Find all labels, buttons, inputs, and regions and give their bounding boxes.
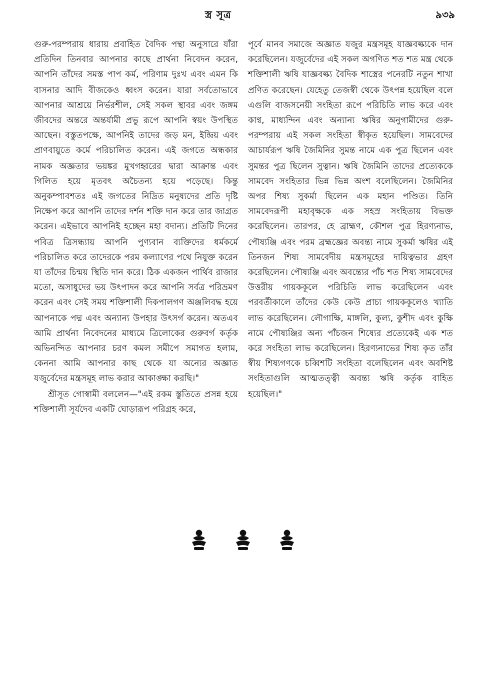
right-column [248, 38, 453, 403]
ornament-icon [233, 528, 253, 552]
left-column [34, 38, 238, 418]
footer-ornaments [0, 528, 485, 552]
ornament-icon [277, 528, 297, 552]
running-title: স্ত্র সূত্র [205, 10, 232, 21]
left-paragraph-1: গুরু-পরম্পরায় ধারায় প্রবাহিত বৈদিক পন্থা অনুসারে যাঁরা প্রতিদিন তিনবার আপনার কাছে প্রার্থনা নিবেদন করেন, আপনি তাঁদের সমস্ত পাপ কর্ম, পরিণাম দুঃখ এবং এমন কি বাসনার আদি বীজকেও ধ্বংস করেন। যারা সর্বতোভাবে আপনার আশ্রয়ে নির্ভরশীল, সেই সকল স্থাবর এবং জঙ্গম জীবদের অন্তরে অন্তর্যামী প্রভু রূপে আপনি স্বয়ং উপস্থিত আছেন। বস্তুতপক্ষে, আপনিই তাদের জড় মন, ইন্দ্রিয় এবং প্রাণবায়ুতে কর্মে পরিচালিত করেন। এই জগতে অন্ধকার নামক অজ্ঞতার ভয়ঙ্কর মুখগহ্বরের দ্বারা আক্রান্ত এবং গিলিত হয়ে মৃতবৎ অচৈতন্য হয়ে পড়েছে। কিন্তু অনুকম্পাবশতঃ এই জগতের নিদ্রিত মনুষ্যদের প্রতি দৃষ্টি নিক্ষেপ করে আপনি তাদের দর্শন শক্তি দান করে তার জাগ্রত করেন। এইভাবে আপনিই হচ্ছেন মহা বদান্য। প্রতিটি দিনের পবিত্র ত্রিসন্ধ্যায় আপনি পুণ্যবান ব্যক্তিদের ধর্মকর্মে পরিচালিত করে তাদেরকে পরম কল্যাণের পথে নিযুক্ত করেন যা তাঁদের চিন্ময় স্থিতি দান করে। ঠিক একজন পার্থিব রাজার মতো, অসাধুদের ভয় উৎপাদন করে আপনি সর্বত্র পরিভ্রমণ করেন এবং সেই সময় শক্তিশালী দিকপালগণ অঞ্জলিবদ্ধ হয়ে আপনাকে পদ্ম এবং অন্যান্য উপহার উৎসর্গ করেন। অতএব আমি প্রার্থনা নিবেদনের মাধ্যমে ত্রিলোকের গুরুবর্গ কর্তৃক অভিনন্দিত আপনার চরণ কমল সমীপে সমাগত হলাম, কেননা আমি আপনার কাছ থেকে যা অন্যের অজ্ঞাত যজুর্বেদের মন্ত্রসমূহ লাভ করার আকাঙ্ক্ষা করছি।" [34, 40, 238, 385]
ornament-icon [189, 528, 209, 552]
page-header [0, 6, 485, 24]
column-gutter [242, 40, 243, 510]
right-paragraph-1: পূর্বে মানব সমাজে অজ্ঞাত যজুর মন্ত্রসমূহ যাজ্ঞবল্ক্যকে দান করেছিলেন। যজুর্বেদের এই সকল অগণিত শত শত মন্ত্র থেকে শক্তিশালী ঋষি যাজ্ঞবল্ক্য বৈদিক শাস্ত্রের পনেরটি নতুন শাখা প্রণিত করেছেন। যেহেতু তেজস্বী থেকে উৎপন্ন হয়েছিল বলে এগুলি বাজসনেয়ী সংহিতা রূপে পরিচিতি লাভ করে এবং কাণ্ব, মাধ্যন্দিন এবং অন্যান্য ঋষির অনুগামীদের গুরু-পরম্পরায় এই সকল সংহিতা স্বীকৃত হয়েছিল। সামবেদের আচার্যরূপ ঋষি জৈমিনির সুমন্ত নামে এক পুত্র ছিলেন এবং সুমন্তর পুত্র ছিলেন সুত্বান। ঋষি জৈমিনি তাদের প্রত্যেককে সামবেদ সংহিতার ভিন্ন ভিন্ন অংশ বলেছিলেন। জৈমিনির অপর শিষ্য সুকর্মা ছিলেন এক মহান পণ্ডিত। তিনি সামবেদরূপী মহাবৃক্ষকে এক সহস্র সংহিতায় বিভক্ত করেছিলেন। তারপর, হে ব্রাহ্মণ, কৌশল পুত্র হিরণ্যনাভ, পৌষ্যঞ্জি এবং পরম ব্রহ্মজ্ঞের অবন্ত্য নামে সুকর্মা ঋষির এই তিনজন শিষ্য সামবেদীয় মন্ত্রসমূহের দায়িত্বভার গ্রহণ করেছিলেন। পৌষ্যঞ্জি এবং অবন্ত্যের পাঁচ শত শিষ্য সামবেদের উত্তরীয় গায়ককূলে পরিচিতি লাভ করেছিলেন এবং পরবর্তীকালে তাঁদের কেউ কেউ প্রাচ্য গায়ককূলেও খ্যাতি লাভ করেছিলেন। লৌগাক্ষি, মাঙ্গলি, কুল্য, কুশীদ এবং কুক্ষি নামে পৌষ্যঞ্জির অন্য পাঁচজন শিষ্যের প্রত্যেকেই এক শত করে সংহিতা লাভ করেছিলেন। হিরণ্যনাভের শিষ্য কৃত তাঁর স্বীয় শিষ্যগণকে চব্বিশটি সংহিতা বলেছিলেন এবং অবশিষ্ট সংহিতাগুলি আত্মতত্ত্বী অবন্ত্য ঋষি কর্তৃক বাহিত হয়েছিল।" [248, 40, 453, 400]
left-paragraph-2: শ্রীসূত গোস্বামী বললেন—"এই রকম স্তুতিতে প্রসন্ন হয়ে শক্তিশালী সূর্যদেব একটি ঘোড়ারূপ পরিগ্রহ করে, [34, 389, 238, 415]
page-number: ৯৩৯ [435, 10, 455, 21]
